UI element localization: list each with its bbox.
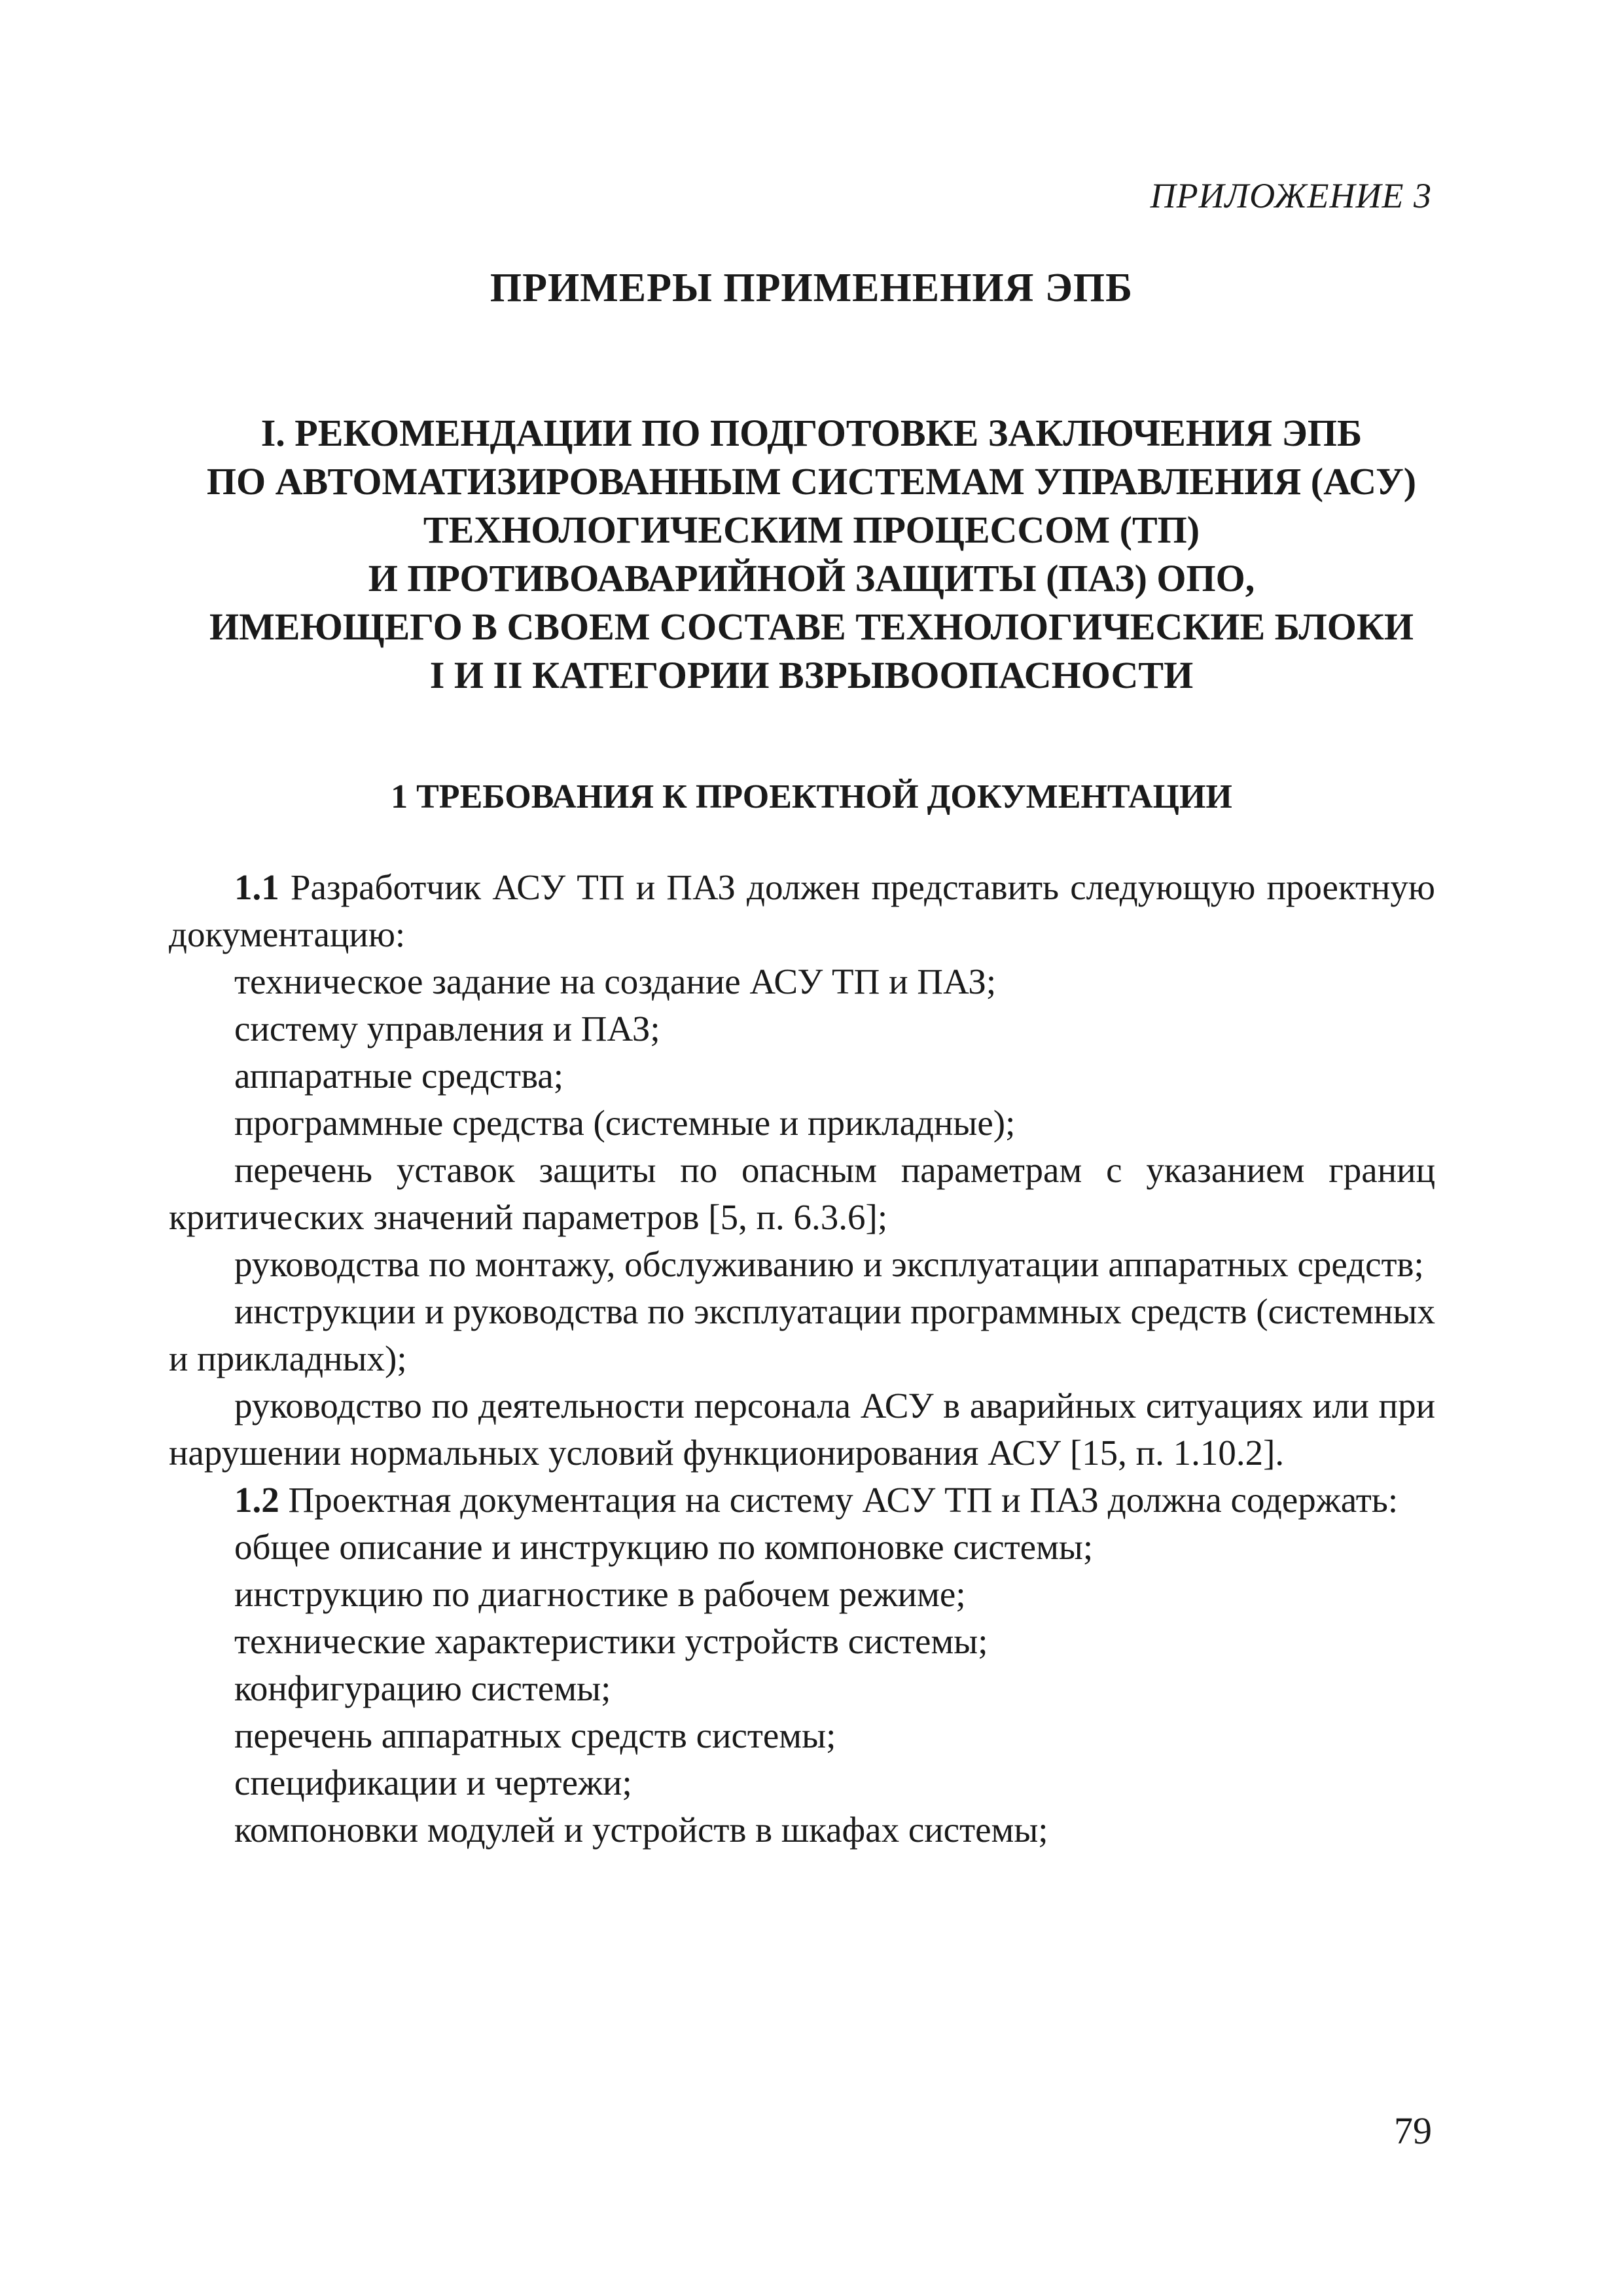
section-title-line: I. РЕКОМЕНДАЦИИ ПО ПОДГОТОВКЕ ЗАКЛЮЧЕНИЯ ЭПБ [260,412,1363,454]
appendix-label: ПРИЛОЖЕНИЕ 3 [1150,176,1432,215]
section-title-line: I И II КАТЕГОРИИ ВЗРЫВООПАСНОСТИ [429,654,1194,696]
list-item: инструкции и руководства по эксплуатации программных средств (системных и прикладных); [169,1291,1435,1378]
list-item: руководство по деятельности персонала АСУ в аварийных ситуациях или при нарушении нормальных условий функционирования АСУ [15, п. 1.10.2]. [169,1386,1435,1473]
clause-1-1-intro [169,864,1435,958]
list-item: руководства по монтажу, обслуживанию и эксплуатации аппаратных средств; [234,1244,1424,1284]
list-item: компоновки модулей и устройств в шкафах системы; [234,1810,1048,1850]
list-item: аппаратные средства; [234,1056,564,1096]
subsection-title: 1 ТРЕБОВАНИЯ К ПРОЕКТНОЙ ДОКУМЕНТАЦИИ [391,778,1232,816]
clause-1-2-intro [169,1477,1435,1524]
body-text [169,864,1435,1854]
section-title-line: И ПРОТИВОАВАРИЙНОЙ ЗАЩИТЫ (ПАЗ) ОПО, [368,557,1255,600]
section-title-line: ПО АВТОМАТИЗИРОВАННЫМ СИСТЕМАМ УПРАВЛЕНИЯ (АСУ) [206,460,1417,503]
page-title: ПРИМЕРЫ ПРИМЕНЕНИЯ ЭПБ [490,266,1133,310]
list-item: инструкцию по диагностике в рабочем режиме; [234,1574,966,1614]
list-item: техническое задание на создание АСУ ТП и ПАЗ; [234,961,997,1001]
list-item: перечень аппаратных средств системы; [234,1715,836,1755]
clause-number: 1.1 [234,867,279,907]
clause-number: 1.2 [234,1480,279,1520]
list-item: перечень уставок защиты по опасным параметрам с указанием границ критических значений параметров [5, п. 6.3.6]; [169,1150,1435,1237]
clause-text: Разработчик АСУ ТП и ПАЗ должен представить следующую проектную документацию: [169,867,1436,954]
section-title-line: ИМЕЮЩЕГО В СВОЕМ СОСТАВЕ ТЕХНОЛОГИЧЕСКИЕ БЛОКИ [209,605,1414,648]
list-item: систему управления и ПАЗ; [234,1009,660,1049]
page-number: 79 [1394,2109,1432,2152]
list-item: технические характеристики устройств системы; [234,1621,988,1661]
clause-text: Проектная документация на систему АСУ ТП и ПАЗ должна содержать: [288,1480,1399,1520]
list-item: конфигурацию системы; [234,1668,611,1708]
list-item: общее описание и инструкцию по компоновке системы; [234,1527,1094,1567]
list-item: программные средства (системные и прикладные); [234,1103,1016,1143]
list-item: спецификации и чертежи; [234,1763,632,1803]
section-title [164,409,1459,700]
section-title-line: ТЕХНОЛОГИЧЕСКИМ ПРОЦЕССОМ (ТП) [423,509,1200,551]
